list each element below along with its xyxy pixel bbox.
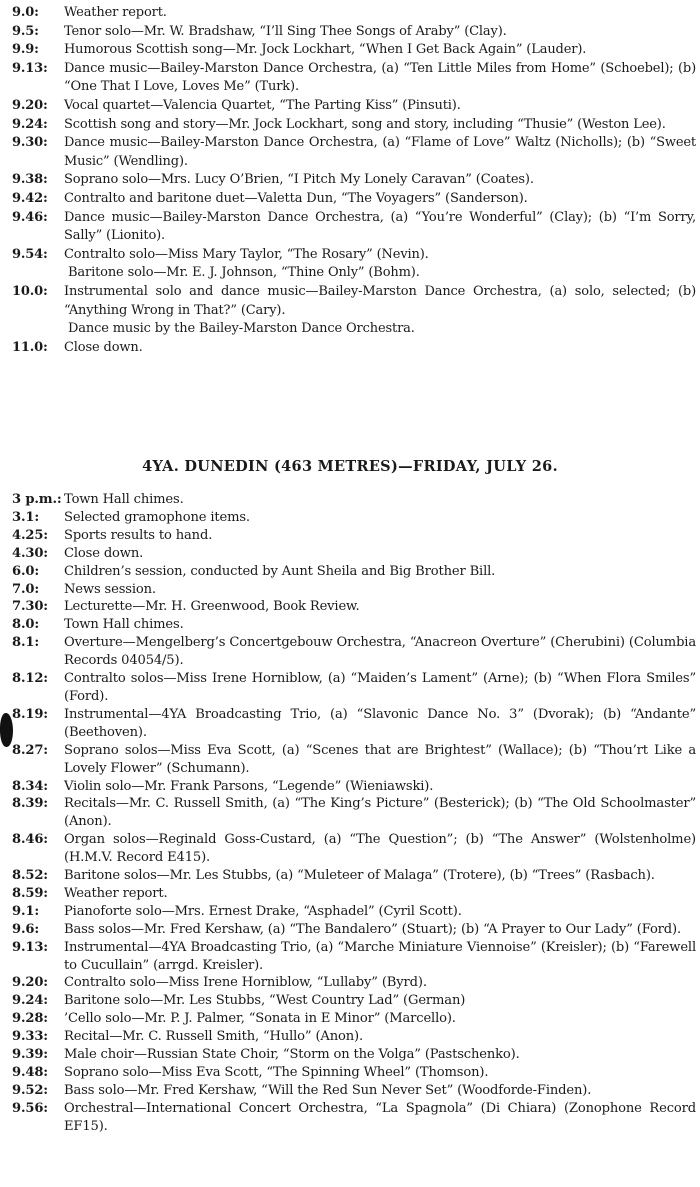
entry-text: Close down. [64,339,143,355]
entry-text: Scottish song and story—Mr. Jock Lockhart, song and story, including “Thusie” (Weston Lee). [64,116,666,132]
entry-time: 8.34: [12,778,48,794]
entry-text: Overture—Mengelberg’s Concertgebouw Orchestra, “Anacreon Overture” (Cherubini) (Columbia Records 04054/5). [64,635,696,669]
entry-time: 7.0: [12,581,40,597]
programme-entry [0,509,700,527]
entry-time: 7.30: [12,599,48,615]
entry-time: 8.39: [12,796,48,812]
entry-time: 9.28: [12,1011,48,1027]
entry-text: Organ solos—Reginald Goss-Custard, (a) “The Question”; (b) “The Answer” (Wolstenholme) (H.M.V. Record E415). [64,832,696,866]
entry-time: 9.39: [12,1047,48,1063]
entry-text: Instrumental—4YA Broadcasting Trio, (a) “Slavonic Dance No. 3” (Dvorak); (b) “Andante” (Beethoven). [64,706,696,740]
entry-text: Soprano solo—Miss Eva Scott, “The Spinning Wheel” (Thomson). [64,1065,489,1080]
programme-entry [0,867,700,885]
entry-text: Contralto solo—Miss Irene Horniblow, “Lullaby” (Byrd). [64,975,427,991]
ink-blot [0,713,13,747]
programme-entry [0,527,700,545]
programme-entry [0,116,700,135]
entry-time: 3 p.m.: [12,492,62,507]
programme-entry [0,742,700,778]
entry-time: 9.13: [12,939,48,955]
entry-time: 3.1: [12,509,40,525]
entry-time: 9.13: [12,60,48,76]
entry-time: 9.30: [12,135,48,151]
entry-text: Baritone solo—Mr. E. J. Johnson, “Thine Only” (Bohm). [68,265,420,281]
programme-entry [0,795,700,831]
entry-time: 8.1: [12,635,40,651]
entry-time: 9.56: [12,1100,48,1116]
entry-text: Pianoforte solo—Mrs. Ernest Drake, “Asphadel” (Cyril Scott). [64,903,462,919]
entry-time: 6.0: [12,563,40,579]
programme-entry [0,41,700,60]
programme-entry [0,23,700,42]
entry-text: Weather report. [64,5,167,20]
entry-text: Baritone solo—Mr. Les Stubbs, “West Country Lad” (German) [64,993,466,1009]
programme-entry [0,264,700,283]
programme-entry [0,831,700,867]
programme-entry [0,1028,700,1046]
entry-text: Dance music—Bailey-Marston Dance Orchestra, (a) “Ten Little Miles from Home” (Schoebel); (b) “One That I Love, Loves Me” (Turk). [64,60,696,95]
entry-text: Sports results to hand. [64,527,213,543]
programme-entry [0,190,700,209]
station-heading: 4YA. DUNEDIN (463 METRES)—FRIDAY, JULY 26. [142,458,558,475]
programme-entry [0,706,700,742]
entry-text: Lecturette—Mr. H. Greenwood, Book Review. [64,599,360,615]
programme-entry [0,4,700,23]
entry-time: 8.0: [12,617,40,633]
entry-time: 9.24: [12,116,48,132]
entry-time: 9.46: [12,209,48,225]
entry-text: Soprano solos—Miss Eva Scott, (a) “Scenes that are Brightest” (Wallace); (b) “Thou’rt Like a Lovely Flower” (Schumann). [64,742,696,776]
programme-entry [0,491,700,509]
programme-entry [0,1100,700,1136]
entry-text: Male choir—Russian State Choir, “Storm on the Volga” (Pastschenko). [64,1047,520,1063]
entry-time: 9.33: [12,1029,48,1045]
programme-entry [0,634,700,670]
programme-entry [0,939,700,975]
programme-entry [0,1064,700,1082]
programme-entry [0,134,700,171]
entry-text: Tenor solo—Mr. W. Bradshaw, “I’ll Sing Thee Songs of Araby” (Clay). [64,23,507,39]
entry-time: 10.0: [12,283,48,299]
entry-text: Instrumental—4YA Broadcasting Trio, (a) “Marche Miniature Viennoise” (Kreisler); (b) “Farewell to Cucullain” (arrgd. Kreisler). [64,939,696,973]
entry-time: 9.0: [12,5,39,20]
entry-time: 9.38: [12,172,48,188]
programme-entry [0,1082,700,1100]
entry-text: Town Hall chimes. [64,617,184,633]
entry-text: Bass solo—Mr. Fred Kershaw, “Will the Red Sun Never Set” (Woodforde-Finden). [64,1082,592,1098]
programme-entry [0,246,700,265]
entry-text: Orchestral—International Concert Orchestra, “La Spagnola” (Di Chiara) (Zonophone Record EF15). [64,1100,696,1134]
programme-entry [0,60,700,97]
entry-text: Children’s session, conducted by Aunt Sheila and Big Brother Bill. [64,563,496,579]
entry-time: 9.1: [12,903,40,919]
entry-time: 11.0: [12,339,48,355]
entry-text: Selected gramophone items. [64,509,250,525]
programme-entry [0,885,700,903]
entry-time: 9.52: [12,1082,48,1098]
programme-continuation [0,4,700,357]
entry-time: 9.9: [12,42,39,58]
programme-entry [0,903,700,921]
station-programme [0,491,700,1136]
entry-time: 8.59: [12,885,48,901]
entry-time: 8.46: [12,832,48,848]
entry-text: Dance music—Bailey-Marston Dance Orchestra, (a) “You’re Wonderful” (Clay); (b) “I’m Sorry, Sally” (Lionito). [64,209,696,244]
entry-time: 9.20: [12,975,48,991]
programme-entry [0,97,700,116]
entry-text: Contralto solos—Miss Irene Horniblow, (a) “Maiden’s Lament” (Arne); (b) “When Flora Smiles” (Ford). [64,671,696,704]
programme-entry [0,992,700,1010]
entry-time: 8.19: [12,706,48,722]
programme-entry [0,563,700,581]
entry-text: Instrumental solo and dance music—Bailey-Marston Dance Orchestra, (a) solo, selected; (b) “Anything Wrong in That?” (Cary). [64,283,696,318]
programme-entry [0,545,700,563]
entry-text: Contralto and baritone duet—Valetta Dun, “The Voyagers” (Sanderson). [64,190,528,206]
entry-time: 9.6: [12,921,40,937]
programme-entry [0,598,700,616]
entry-text: Vocal quartet—Valencia Quartet, “The Parting Kiss” (Pinsuti). [64,97,461,113]
programme-entry [0,974,700,992]
programme-list [0,4,700,357]
entry-text: Dance music—Bailey-Marston Dance Orchestra, (a) “Flame of Love” Waltz (Nicholls); (b) “Sweet Music” (Wendling). [64,135,696,169]
entry-text: Recitals—Mr. C. Russell Smith, (a) “The King’s Picture” (Besterick); (b) “The Old Schoolmaster” (Anon). [64,796,696,830]
entry-time: 9.48: [12,1065,48,1080]
entry-text: ’Cello solo—Mr. P. J. Palmer, “Sonata in E Minor” (Marcello). [64,1011,456,1027]
programme-entry [0,581,700,599]
entry-text: Violin solo—Mr. Frank Parsons, “Legende” (Wieniawski). [64,778,434,794]
entry-time: 9.24: [12,993,48,1009]
programme-entry [0,670,700,706]
programme-entry [0,209,700,246]
entry-text: News session. [64,581,156,597]
entry-time: 9.42: [12,190,48,206]
entry-time: 4.25: [12,527,48,543]
entry-text: Recital—Mr. C. Russell Smith, “Hullo” (Anon). [64,1029,364,1045]
programme-entry [0,283,700,320]
entry-time: 9.20: [12,97,48,113]
entry-text: Town Hall chimes. [64,492,184,507]
entry-text: Baritone solos—Mr. Les Stubbs, (a) “Muleteer of Malaga” (Trotere), (b) “Trees” (Rasbach). [64,868,655,884]
programme-entry [0,921,700,939]
entry-text: Contralto solo—Miss Mary Taylor, “The Rosary” (Nevin). [64,246,429,262]
entry-text: Bass solos—Mr. Fred Kershaw, (a) “The Bandalero” (Stuart); (b) “A Prayer to Our Lady” (Ford). [64,921,681,937]
programme-entry [0,778,700,796]
programme-entry [0,339,700,358]
programme-entry [0,616,700,634]
entry-text: Humorous Scottish song—Mr. Jock Lockhart, “When I Get Back Again” (Lauder). [64,42,587,58]
entry-time: 8.27: [12,742,48,758]
programme-list [0,491,700,1136]
programme-entry [0,1010,700,1028]
entry-text: Close down. [64,545,144,561]
entry-text: Weather report. [64,885,168,901]
programme-entry [0,171,700,190]
entry-time: 8.12: [12,671,48,687]
programme-entry [0,1046,700,1064]
entry-text: Soprano solo—Mrs. Lucy O’Brien, “I Pitch My Lonely Caravan” (Coates). [64,172,534,188]
entry-text: Dance music by the Bailey-Marston Dance Orchestra. [68,321,415,337]
entry-time: 4.30: [12,545,48,561]
entry-time: 9.54: [12,246,48,262]
entry-time: 9.5: [12,23,39,39]
entry-time: 8.52: [12,868,48,884]
programme-entry [0,320,700,339]
